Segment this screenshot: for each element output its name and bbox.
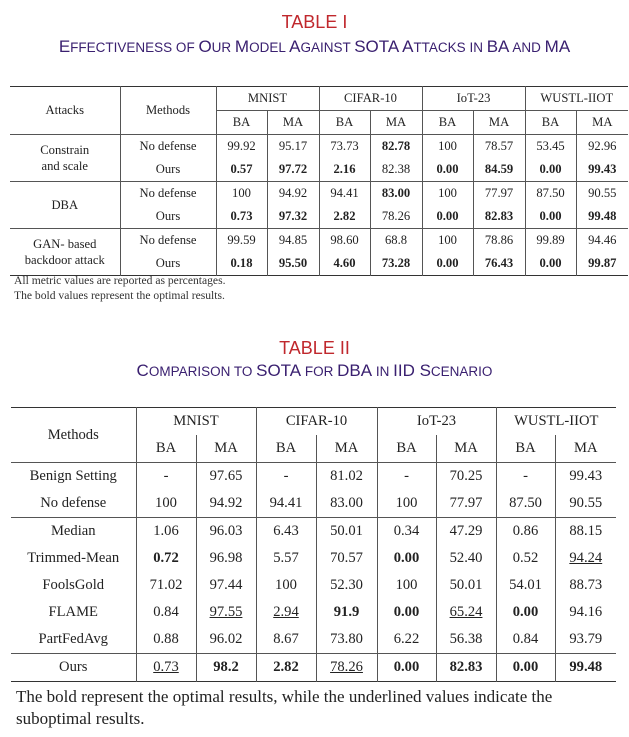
caption-fragment: BA	[486, 37, 510, 56]
metric-cell: 68.8	[370, 229, 422, 253]
metric-value: 99.43	[569, 468, 603, 484]
metric-value: 47.29	[449, 523, 483, 539]
metric-cell: 97.32	[267, 205, 319, 229]
t2-subheader-ba: BA	[256, 435, 316, 463]
metric-cell	[377, 463, 436, 491]
method-name: Ours	[120, 205, 216, 229]
t1-header-dataset: WUSTL-IIOT	[525, 87, 628, 111]
metric-cell	[136, 490, 196, 518]
metric-cell	[496, 626, 555, 654]
t2-header-methods: Methods	[47, 426, 99, 443]
metric-cell	[316, 572, 377, 599]
metric-cell: 99.87	[576, 252, 628, 276]
metric-value: 52.30	[330, 577, 363, 593]
attack-name-line: backdoor attack	[24, 253, 105, 267]
attack-name-line: DBA	[51, 198, 79, 212]
metric-cell: 99.59	[216, 229, 267, 253]
metric-cell	[196, 654, 256, 682]
metric-cell: 77.97	[473, 182, 525, 206]
metric-cell	[316, 599, 377, 626]
metric-cell	[136, 599, 196, 626]
t1-subheader-ba: BA	[422, 111, 473, 135]
metric-cell	[496, 490, 555, 518]
metric-value: 2.94	[273, 604, 299, 620]
metric-cell	[496, 599, 555, 626]
metric-cell: 0.18	[216, 252, 267, 276]
metric-cell: 94.92	[267, 182, 319, 206]
metric-value: 91.9	[333, 604, 360, 620]
attack-name-line: GAN- based	[33, 237, 97, 251]
metric-value: 50.01	[449, 577, 483, 593]
metric-value: 0.84	[153, 604, 179, 620]
t1-header-dataset: MNIST	[216, 87, 319, 111]
metric-cell	[377, 490, 436, 518]
t2-subheader-ba: BA	[496, 435, 555, 463]
metric-cell: 94.85	[267, 229, 319, 253]
metric-value: 2.82	[273, 659, 299, 675]
metric-cell	[555, 463, 616, 491]
metric-value: -	[283, 468, 289, 484]
metric-value: 96.98	[209, 550, 243, 566]
metric-value: 100	[395, 577, 418, 593]
metric-cell	[436, 518, 496, 546]
metric-value: 8.67	[273, 631, 299, 647]
t1-header-dataset: CIFAR-10	[319, 87, 422, 111]
metric-value: 97.55	[209, 604, 243, 620]
metric-value: -	[404, 468, 409, 484]
metric-cell	[436, 599, 496, 626]
metric-cell	[555, 545, 616, 572]
metric-value: 98.2	[213, 659, 239, 675]
metric-value: 100	[395, 495, 418, 511]
metric-cell	[496, 545, 555, 572]
attack-name-line: and scale	[41, 159, 88, 173]
metric-value: 94.24	[569, 550, 603, 566]
metric-value: 65.24	[449, 604, 483, 620]
metric-value: 0.86	[512, 523, 539, 539]
metric-cell	[196, 599, 256, 626]
metric-cell	[196, 490, 256, 518]
metric-cell: 83.00	[370, 182, 422, 206]
attack-name-line: Constrain	[40, 143, 90, 157]
metric-value: 97.65	[209, 468, 243, 484]
metric-cell: 78.57	[473, 135, 525, 159]
metric-cell	[196, 572, 256, 599]
table2-caption	[0, 361, 629, 381]
metric-value: 78.26	[330, 659, 363, 675]
metric-cell	[256, 654, 316, 682]
metric-value: 94.92	[209, 495, 243, 511]
method-name: No defense	[120, 182, 216, 206]
method-name: No defense	[120, 229, 216, 253]
t2-header-dataset: CIFAR-10	[256, 408, 377, 436]
metric-value: 0.00	[512, 659, 539, 675]
metric-cell	[316, 654, 377, 682]
metric-cell: 99.89	[525, 229, 576, 253]
metric-cell: 95.17	[267, 135, 319, 159]
metric-cell: 95.50	[267, 252, 319, 276]
caption-fragment: CENARIO	[430, 364, 493, 379]
t2-subheader-ma: MA	[196, 435, 256, 463]
metric-value: 0.00	[393, 604, 420, 620]
metric-cell: 4.60	[319, 252, 370, 276]
metric-cell	[555, 626, 616, 654]
method-name: PartFedAvg	[38, 631, 108, 647]
metric-value: 5.57	[273, 550, 299, 566]
method-name: FoolsGold	[42, 577, 105, 593]
metric-cell: 94.41	[319, 182, 370, 206]
metric-cell: 97.72	[267, 158, 319, 182]
metric-value: 94.41	[269, 495, 303, 511]
metric-value: 83.00	[330, 495, 363, 511]
caption-fragment: O	[198, 37, 212, 56]
metric-value: 87.50	[509, 495, 542, 511]
metric-cell	[377, 545, 436, 572]
metric-cell	[256, 572, 316, 599]
metric-cell	[496, 654, 555, 682]
table1-note: All metric values are reported as percentages.	[14, 274, 226, 287]
metric-cell: 99.48	[576, 205, 628, 229]
metric-cell: 84.59	[473, 158, 525, 182]
caption-fragment: IID S	[393, 361, 431, 380]
t1-subheader-ma: MA	[370, 111, 422, 135]
caption-fragment: SOTA A	[354, 37, 414, 56]
attack-name	[10, 229, 120, 276]
metric-cell: 98.60	[319, 229, 370, 253]
metric-cell: 0.00	[525, 205, 576, 229]
metric-cell	[436, 626, 496, 654]
caption-fragment: UR	[211, 40, 235, 55]
metric-cell	[256, 626, 316, 654]
metric-cell: 73.73	[319, 135, 370, 159]
metric-cell	[555, 654, 616, 682]
metric-value: 0.52	[512, 550, 539, 566]
table-row	[10, 229, 628, 253]
metric-cell	[436, 654, 496, 682]
table-row	[11, 545, 616, 572]
table1-number: TABLE I	[281, 12, 348, 32]
metric-cell	[196, 545, 256, 572]
metric-cell: 73.28	[370, 252, 422, 276]
caption-fragment: SOTA	[256, 361, 302, 380]
metric-cell	[436, 572, 496, 599]
metric-cell: 82.38	[370, 158, 422, 182]
metric-value: 0.00	[393, 659, 420, 675]
t1-subheader-ma: MA	[576, 111, 628, 135]
method-name: Ours	[120, 158, 216, 182]
metric-value: 94.16	[569, 604, 603, 620]
table2-number: TABLE II	[279, 338, 350, 358]
metric-cell	[256, 490, 316, 518]
metric-cell	[555, 490, 616, 518]
metric-cell: 87.50	[525, 182, 576, 206]
metric-cell	[256, 463, 316, 491]
metric-value: 0.00	[393, 550, 420, 566]
metric-cell	[316, 545, 377, 572]
metric-cell: 100	[216, 182, 267, 206]
metric-cell	[316, 626, 377, 654]
metric-cell	[377, 572, 436, 599]
metric-cell	[436, 463, 496, 491]
t1-subheader-ba: BA	[216, 111, 267, 135]
metric-value: 0.34	[393, 523, 420, 539]
table2-footnote: The bold represent the optimal results, while the underlined values indicate the suboptimal results.	[16, 687, 553, 728]
method-name: Ours	[11, 654, 136, 682]
metric-value: 88.73	[569, 577, 603, 593]
metric-cell	[136, 545, 196, 572]
t1-subheader-ma: MA	[473, 111, 525, 135]
metric-cell	[377, 654, 436, 682]
metric-cell	[196, 626, 256, 654]
metric-value: 88.15	[569, 523, 603, 539]
metric-value: 99.48	[569, 659, 603, 675]
metric-cell: 82.78	[370, 135, 422, 159]
metric-cell: 100	[422, 135, 473, 159]
metric-value: 73.80	[330, 631, 363, 647]
metric-cell	[256, 599, 316, 626]
caption-fragment: OMPARISON TO	[148, 364, 257, 379]
t2-subheader-ma: MA	[316, 435, 377, 463]
metric-cell: 92.96	[576, 135, 628, 159]
t2-header-dataset: MNIST	[136, 408, 256, 436]
table1-caption	[0, 37, 629, 57]
metric-value: 93.79	[569, 631, 603, 647]
caption-fragment: MA	[544, 37, 571, 56]
t1-subheader-ma: MA	[267, 111, 319, 135]
t2-header-dataset: WUSTL-IIOT	[496, 408, 616, 436]
metric-cell	[377, 599, 436, 626]
metric-value: 6.22	[393, 631, 420, 647]
metric-cell	[136, 463, 196, 491]
t1-header-methods: Methods	[120, 87, 216, 135]
metric-cell	[196, 518, 256, 546]
metric-value: 70.25	[449, 468, 483, 484]
metric-value: 100	[155, 495, 177, 511]
metric-value: 54.01	[509, 577, 542, 593]
metric-cell	[496, 518, 555, 546]
metric-value: 6.43	[273, 523, 299, 539]
caption-fragment: IN	[372, 364, 394, 379]
method-name: FLAME	[48, 604, 98, 620]
metric-value: 77.97	[449, 495, 483, 511]
table-row	[11, 654, 616, 682]
metric-cell: 0.00	[422, 158, 473, 182]
t2-subheader-ma: MA	[436, 435, 496, 463]
table-row	[11, 463, 616, 491]
metric-cell	[377, 518, 436, 546]
caption-fragment: TTACKS IN	[413, 40, 487, 55]
metric-cell: 0.73	[216, 205, 267, 229]
metric-cell	[316, 490, 377, 518]
metric-cell: 82.83	[473, 205, 525, 229]
table-row	[11, 626, 616, 654]
metric-cell: 0.00	[422, 252, 473, 276]
metric-cell	[316, 463, 377, 491]
metric-cell: 0.00	[525, 252, 576, 276]
metric-cell: 100	[422, 182, 473, 206]
metric-value: 96.02	[209, 631, 243, 647]
metric-value: -	[523, 468, 528, 484]
table-row	[11, 572, 616, 599]
metric-cell: 100	[422, 229, 473, 253]
metric-cell: 90.55	[576, 182, 628, 206]
metric-value: 70.57	[330, 550, 363, 566]
metric-cell: 53.45	[525, 135, 576, 159]
metric-cell: 0.57	[216, 158, 267, 182]
metric-cell	[436, 490, 496, 518]
metric-value: 0.84	[512, 631, 539, 647]
metric-value: 1.06	[153, 523, 179, 539]
metric-value: 71.02	[149, 577, 183, 593]
t1-subheader-ba: BA	[525, 111, 576, 135]
method-name: No defense	[40, 495, 107, 511]
t1-subheader-ba: BA	[319, 111, 370, 135]
method-name: Ours	[120, 252, 216, 276]
metric-cell: 78.86	[473, 229, 525, 253]
metric-value: 90.55	[569, 495, 603, 511]
caption-fragment: FOR	[301, 364, 338, 379]
metric-cell	[496, 572, 555, 599]
metric-cell	[256, 545, 316, 572]
table2	[11, 407, 616, 682]
caption-fragment: A	[289, 37, 301, 56]
metric-cell	[136, 626, 196, 654]
metric-value: 56.38	[449, 631, 483, 647]
metric-cell	[377, 626, 436, 654]
caption-fragment: C	[136, 361, 149, 380]
metric-cell	[136, 518, 196, 546]
metric-value: 0.00	[512, 604, 539, 620]
t1-header-dataset: IoT-23	[422, 87, 525, 111]
caption-fragment: AND	[509, 40, 545, 55]
metric-cell	[496, 463, 555, 491]
metric-cell	[555, 572, 616, 599]
metric-cell: 99.92	[216, 135, 267, 159]
metric-cell	[196, 463, 256, 491]
caption-fragment: M	[234, 37, 250, 56]
table-row	[11, 490, 616, 518]
metric-value: 50.01	[330, 523, 363, 539]
t2-subheader-ma: MA	[555, 435, 616, 463]
metric-value: -	[163, 468, 169, 484]
table-row	[11, 599, 616, 626]
metric-cell: 0.00	[422, 205, 473, 229]
caption-fragment: GAINST	[300, 40, 355, 55]
caption-fragment: E	[58, 37, 71, 56]
metric-value: 0.72	[153, 550, 179, 566]
metric-cell	[555, 599, 616, 626]
metric-cell	[136, 654, 196, 682]
metric-value: 82.83	[449, 659, 483, 675]
metric-cell	[555, 518, 616, 546]
metric-value: 96.03	[209, 523, 243, 539]
metric-cell: 2.82	[319, 205, 370, 229]
method-name: Median	[11, 518, 136, 546]
metric-cell	[256, 518, 316, 546]
table1	[10, 86, 628, 276]
metric-value: 0.73	[153, 659, 179, 675]
method-name: Benign Setting	[11, 463, 136, 491]
metric-cell: 99.43	[576, 158, 628, 182]
metric-value: 97.44	[209, 577, 243, 593]
caption-fragment: DBA	[337, 361, 373, 380]
method-name: Trimmed-Mean	[27, 550, 120, 566]
metric-cell: 76.43	[473, 252, 525, 276]
t2-header-dataset: IoT-23	[377, 408, 496, 436]
table-row	[11, 518, 616, 546]
metric-value: 0.88	[153, 631, 179, 647]
metric-cell: 2.16	[319, 158, 370, 182]
metric-value: 81.02	[330, 468, 363, 484]
t1-header-attacks: Attacks	[45, 103, 84, 117]
metric-cell	[316, 518, 377, 546]
method-name: No defense	[120, 135, 216, 159]
t2-subheader-ba: BA	[136, 435, 196, 463]
t2-subheader-ba: BA	[377, 435, 436, 463]
attack-name	[10, 135, 120, 182]
caption-fragment: ODEL	[249, 40, 290, 55]
table-row	[10, 135, 628, 159]
table-row	[10, 182, 628, 206]
metric-cell	[136, 572, 196, 599]
metric-value: 52.40	[449, 550, 483, 566]
metric-cell: 0.00	[525, 158, 576, 182]
metric-cell: 94.46	[576, 229, 628, 253]
table1-note: The bold values represent the optimal results.	[14, 289, 225, 302]
metric-cell: 78.26	[370, 205, 422, 229]
attack-name	[10, 182, 120, 229]
metric-cell	[436, 545, 496, 572]
caption-fragment: FFECTIVENESS OF	[70, 40, 199, 55]
metric-value: 100	[275, 577, 297, 593]
